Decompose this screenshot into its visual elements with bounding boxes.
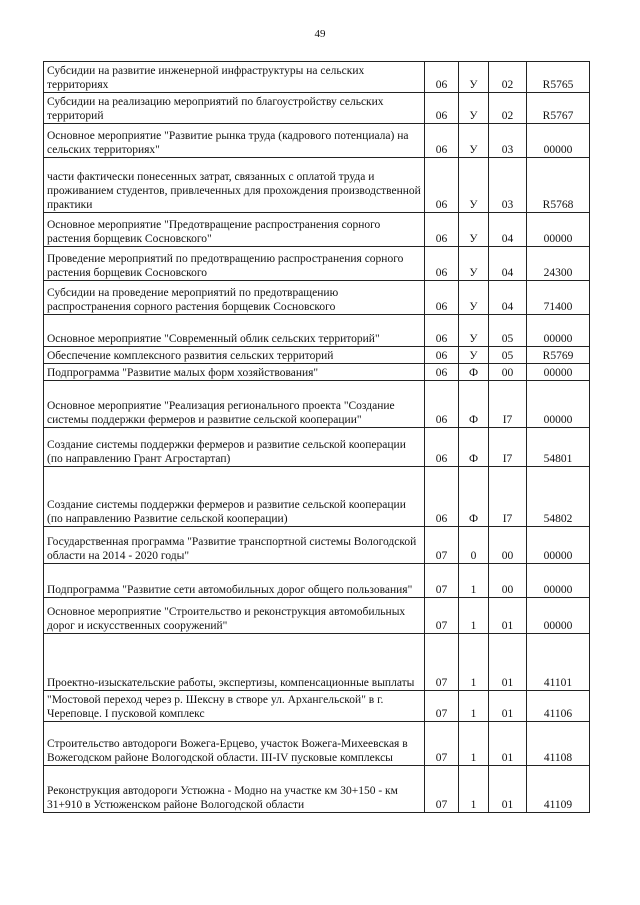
row-description-cell: Обеспечение комплексного развития сельских территорий [44,347,425,364]
row-description-cell: части фактически понесенных затрат, связанных с оплатой труда и проживанием студентов, привлеченных для прохождения производственной практики [44,158,425,213]
section-code-cell: 07 [425,527,459,564]
section-code-cell: 06 [425,247,459,281]
direction-code-cell: 00000 [527,598,590,634]
activity-code-cell: 01 [489,691,527,722]
activity-code-cell: 01 [489,766,527,813]
row-description-cell: Государственная программа "Развитие транспортной системы Вологодской области на 2014 - 2020 годы" [44,527,425,564]
table-body [44,62,590,813]
activity-code-cell: 02 [489,62,527,93]
table-row [44,281,590,315]
activity-code-cell: 02 [489,93,527,124]
table-row [44,766,590,813]
direction-code-cell: R5769 [527,347,590,364]
activity-code-cell: 00 [489,564,527,598]
table-row [44,564,590,598]
subprogram-code-cell: Ф [459,381,489,428]
activity-code-cell: I7 [489,381,527,428]
table-row [44,62,590,93]
table-row [44,527,590,564]
section-code-cell: 07 [425,598,459,634]
section-code-cell: 06 [425,428,459,467]
row-description-cell: Создание системы поддержки фермеров и развитие сельской кооперации (по направлению Грант Агростартап) [44,428,425,467]
section-code-cell: 06 [425,467,459,527]
activity-code-cell: 03 [489,124,527,158]
subprogram-code-cell: У [459,124,489,158]
table-row [44,467,590,527]
table-row [44,691,590,722]
subprogram-code-cell: 1 [459,598,489,634]
activity-code-cell: 04 [489,281,527,315]
direction-code-cell: 00000 [527,124,590,158]
subprogram-code-cell: Ф [459,364,489,381]
section-code-cell: 07 [425,766,459,813]
subprogram-code-cell: Ф [459,467,489,527]
subprogram-code-cell: 1 [459,564,489,598]
section-code-cell: 07 [425,722,459,766]
direction-code-cell: 00000 [527,364,590,381]
subprogram-code-cell: У [459,158,489,213]
section-code-cell: 06 [425,213,459,247]
subprogram-code-cell: У [459,315,489,347]
page-number: 49 [314,28,326,40]
activity-code-cell: I7 [489,467,527,527]
row-description-cell: "Мостовой переход через р. Шексну в створе ул. Архангельской" в г. Череповце. I пусковой комплекс [44,691,425,722]
table-row [44,213,590,247]
row-description-cell: Субсидии на реализацию мероприятий по благоустройству сельских территорий [44,93,425,124]
direction-code-cell: 00000 [527,381,590,428]
activity-code-cell: I7 [489,428,527,467]
direction-code-cell: R5767 [527,93,590,124]
table-row [44,93,590,124]
row-description-cell: Создание системы поддержки фермеров и развитие сельской кооперации (по направлению Развитие сельской кооперации) [44,467,425,527]
direction-code-cell: 00000 [527,315,590,347]
activity-code-cell: 00 [489,527,527,564]
subprogram-code-cell: 1 [459,722,489,766]
row-description-cell: Субсидии на проведение мероприятий по предотвращению распространения сорного растения борщевик Сосновского [44,281,425,315]
row-description-cell: Строительство автодороги Вожега-Ерцево, участок Вожега-Михеевская в Вожегодском районе Вологодской области. III-IV пусковые комплексы [44,722,425,766]
subprogram-code-cell: У [459,281,489,315]
direction-code-cell: 71400 [527,281,590,315]
activity-code-cell: 05 [489,347,527,364]
section-code-cell: 06 [425,315,459,347]
activity-code-cell: 04 [489,213,527,247]
section-code-cell: 07 [425,634,459,691]
table-row [44,158,590,213]
activity-code-cell: 03 [489,158,527,213]
section-code-cell: 07 [425,691,459,722]
direction-code-cell: 24300 [527,247,590,281]
section-code-cell: 06 [425,364,459,381]
row-description-cell: Реконструкция автодороги Устюжна - Модно на участке км 30+150 - км 31+910 в Устюженском районе Вологодской области [44,766,425,813]
subprogram-code-cell: У [459,62,489,93]
subprogram-code-cell: 0 [459,527,489,564]
table-row [44,347,590,364]
table-row [44,428,590,467]
section-code-cell: 06 [425,124,459,158]
subprogram-code-cell: У [459,247,489,281]
direction-code-cell: 41101 [527,634,590,691]
row-description-cell: Субсидии на развитие инженерной инфраструктуры на сельских территориях [44,62,425,93]
subprogram-code-cell: У [459,347,489,364]
table-row [44,247,590,281]
table-row [44,634,590,691]
row-description-cell: Проектно-изыскательские работы, экспертизы, компенсационные выплаты [44,634,425,691]
table-row [44,315,590,347]
row-description-cell: Основное мероприятие "Современный облик сельских территорий" [44,315,425,347]
subprogram-code-cell: Ф [459,428,489,467]
section-code-cell: 06 [425,158,459,213]
table-row [44,598,590,634]
activity-code-cell: 01 [489,722,527,766]
direction-code-cell: 00000 [527,527,590,564]
subprogram-code-cell: У [459,93,489,124]
direction-code-cell: 41109 [527,766,590,813]
row-description-cell: Проведение мероприятий по предотвращению распространения сорного растения борщевик Сосновского [44,247,425,281]
row-description-cell: Подпрограмма "Развитие малых форм хозяйствования" [44,364,425,381]
table-row [44,722,590,766]
subprogram-code-cell: 1 [459,634,489,691]
direction-code-cell: 54802 [527,467,590,527]
table-row [44,124,590,158]
subprogram-code-cell: 1 [459,691,489,722]
budget-classification-table [43,61,590,813]
activity-code-cell: 01 [489,598,527,634]
direction-code-cell: 54801 [527,428,590,467]
subprogram-code-cell: У [459,213,489,247]
direction-code-cell: 00000 [527,213,590,247]
section-code-cell: 06 [425,93,459,124]
table-row [44,381,590,428]
table-row [44,364,590,381]
section-code-cell: 06 [425,347,459,364]
direction-code-cell: R5765 [527,62,590,93]
activity-code-cell: 05 [489,315,527,347]
subprogram-code-cell: 1 [459,766,489,813]
direction-code-cell: 41106 [527,691,590,722]
direction-code-cell: 41108 [527,722,590,766]
section-code-cell: 07 [425,564,459,598]
section-code-cell: 06 [425,281,459,315]
activity-code-cell: 01 [489,634,527,691]
section-code-cell: 06 [425,381,459,428]
row-description-cell: Основное мероприятие "Предотвращение распространения сорного растения борщевик Сосновского" [44,213,425,247]
direction-code-cell: R5768 [527,158,590,213]
row-description-cell: Подпрограмма "Развитие сети автомобильных дорог общего пользования" [44,564,425,598]
row-description-cell: Основное мероприятие "Строительство и реконструкция автомобильных дорог и искусственных сооружений" [44,598,425,634]
activity-code-cell: 00 [489,364,527,381]
row-description-cell: Основное мероприятие "Развитие рынка труда (кадрового потенциала) на сельских территориях" [44,124,425,158]
row-description-cell: Основное мероприятие "Реализация регионального проекта "Создание системы поддержки фермеров и развитие сельской кооперации" [44,381,425,428]
section-code-cell: 06 [425,62,459,93]
activity-code-cell: 04 [489,247,527,281]
direction-code-cell: 00000 [527,564,590,598]
